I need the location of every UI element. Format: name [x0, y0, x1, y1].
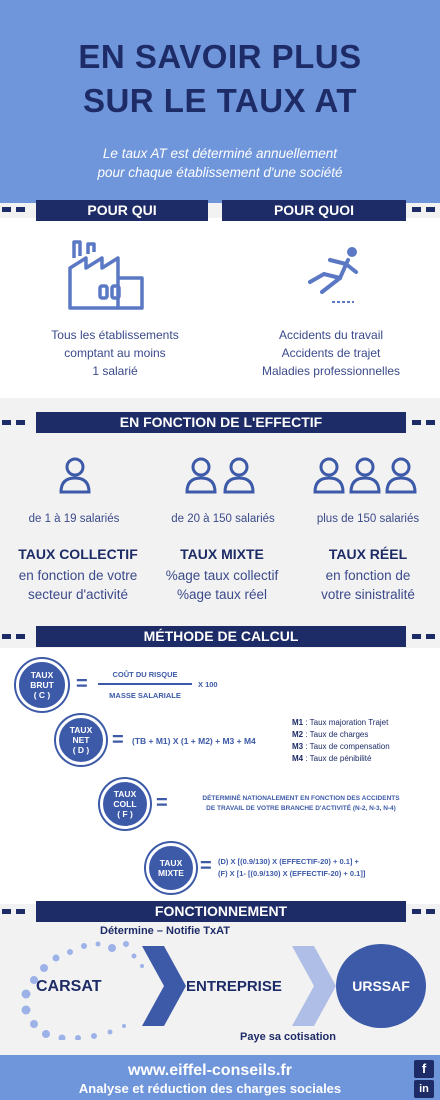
net-formula: (TB + M1) X (1 + M2) + M3 + M4 — [132, 736, 256, 746]
brut-factor: X 100 — [198, 680, 218, 689]
m-item — [292, 717, 432, 729]
person-icon — [384, 456, 418, 494]
desc-col1-line2: secteur d'activité — [27, 587, 129, 602]
brut-denominator: MASSE SALARIALE — [109, 691, 181, 700]
person-icon — [348, 456, 382, 494]
desc-col2-line1: %age taux collectif — [165, 568, 279, 583]
desc-col2-line2: %age taux réel — [176, 587, 268, 602]
m-item — [292, 729, 432, 741]
qui-line3: 1 salarié — [92, 364, 138, 378]
equals-sign: = — [156, 792, 168, 814]
taux-net-l2: NET — [72, 735, 90, 745]
taux-brut-circle — [16, 659, 68, 711]
quoi-line1: Accidents du travail — [278, 328, 384, 342]
m-value: : Taux de charges — [303, 730, 369, 739]
mixte-line2: (F) X [1- [(0.9/130) X (EFFECTIF-20) + 0.1]] — [218, 869, 366, 878]
m-value: : Taux majoration Trajet — [303, 718, 389, 727]
m-key: M2 — [292, 730, 304, 739]
falling-person-icon — [302, 244, 368, 308]
brut-numerator: COÛT DU RISQUE — [112, 670, 178, 679]
taux-net-circle — [56, 715, 106, 765]
taux-brut-l1: TAUX — [30, 670, 54, 680]
flow-bottom-text: Paye sa cotisation — [240, 1031, 336, 1043]
qui-line2: comptant au moins — [64, 346, 166, 360]
page-title-line1: EN SAVOIR PLUS — [78, 38, 362, 75]
person-icon — [312, 456, 346, 494]
m-list — [292, 717, 432, 765]
taux-mixte-l1: TAUX — [159, 858, 183, 868]
entreprise-label: ENTREPRISE — [186, 978, 282, 995]
m-key: M1 — [292, 718, 304, 727]
rate-col3: TAUX RÉEL — [328, 546, 408, 562]
flow-top-text: Détermine – Notifie TxAT — [100, 925, 230, 937]
quoi-line2: Accidents de trajet — [281, 346, 381, 360]
page-title-line2: SUR LE TAUX AT — [82, 82, 358, 119]
equals-sign: = — [200, 855, 212, 877]
desc-col3-line2: votre sinistralité — [321, 587, 415, 602]
m-value: : Taux de compensation — [303, 742, 390, 751]
coll-line2: DE TRAVAIL DE VOTRE BRANCHE D'ACTIVITÉ (N-2, N-3, N-4) — [206, 805, 396, 812]
mixte-line1: (D) X [(0.9/130) X (EFFECTIF-20) + 0.1] + — [218, 857, 359, 866]
m-key: M4 — [292, 754, 304, 763]
person-icon — [184, 456, 218, 494]
effectif-heading: EN FONCTION DE L'EFFECTIF — [36, 412, 406, 433]
rate-col1: TAUX COLLECTIF — [18, 546, 138, 562]
taux-brut-l3: ( C ) — [33, 690, 51, 700]
desc-col3-line1: en fonction de — [325, 568, 411, 583]
taux-coll-l1: TAUX — [113, 789, 137, 799]
taux-coll-l2: COLL — [113, 799, 137, 809]
desc-col1-line1: en fonction de votre — [18, 568, 138, 583]
facebook-icon[interactable]: f — [414, 1060, 434, 1078]
taux-coll-circle — [100, 779, 150, 829]
urssaf-label: URSSAF — [352, 978, 410, 994]
calcul-heading: MÉTHODE DE CALCUL — [36, 626, 406, 647]
subtitle-line1: Le taux AT est déterminé annuellement — [102, 146, 338, 161]
m-key: M3 — [292, 742, 304, 751]
m-value: : Taux de pénibilité — [303, 754, 372, 763]
quoi-line3: Maladies professionnelles — [261, 364, 401, 378]
taux-mixte-circle — [146, 843, 196, 893]
taux-brut-l2: BRUT — [30, 680, 54, 690]
m-item — [292, 741, 432, 753]
subtitle-line2: pour chaque établissement d'une société — [97, 165, 343, 180]
person-icon — [222, 456, 256, 494]
equals-sign: = — [112, 729, 124, 751]
rate-col2: TAUX MIXTE — [180, 546, 264, 562]
taux-coll-l3: ( F ) — [117, 809, 133, 819]
range-col1: de 1 à 19 salariés — [28, 513, 120, 525]
taux-net-l1: TAUX — [69, 725, 93, 735]
qui-line1: Tous les établissements — [51, 328, 179, 342]
footer-url[interactable]: www.eiffel-conseils.fr — [128, 1062, 292, 1079]
footer-tagline: Analyse et réduction des charges sociales — [78, 1081, 342, 1096]
coll-line1: DÉTERMINÉ NATIONALEMENT EN FONCTION DES ACCIDENTS — [202, 795, 400, 802]
fonctionnement-heading: FONCTIONNEMENT — [36, 901, 406, 922]
equals-sign: = — [76, 673, 88, 695]
fraction-line — [98, 683, 192, 685]
chevron-right-icon — [142, 946, 186, 1026]
person-icon — [58, 456, 92, 494]
taux-net-l3: ( D ) — [72, 745, 90, 755]
pour-quoi-heading: POUR QUOI — [222, 200, 406, 221]
m-item — [292, 753, 432, 765]
linkedin-icon[interactable]: in — [414, 1080, 434, 1098]
taux-mixte-l2: MIXTE — [158, 868, 184, 878]
range-col2: de 20 à 150 salariés — [171, 513, 275, 525]
chevron-right-icon — [292, 946, 336, 1026]
carsat-label: CARSAT — [36, 978, 102, 995]
range-col3: plus de 150 salariés — [316, 513, 420, 525]
factory-icon — [64, 238, 148, 310]
pour-qui-heading: POUR QUI — [36, 200, 208, 221]
